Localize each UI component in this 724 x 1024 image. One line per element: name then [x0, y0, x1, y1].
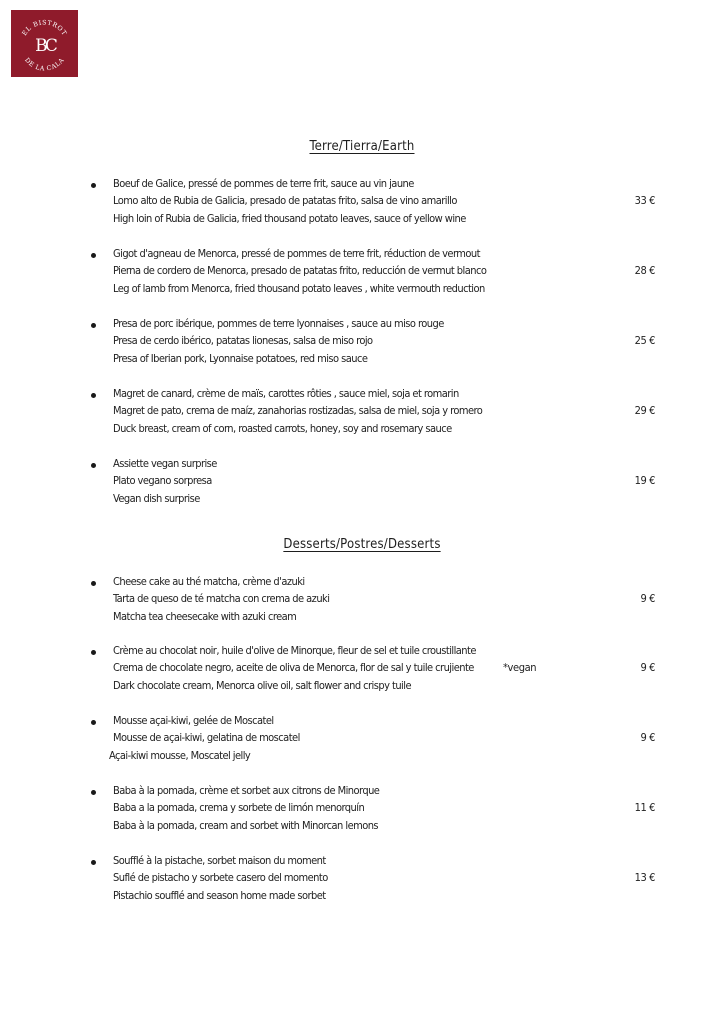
bullet-icon	[91, 253, 96, 258]
menu-item-cheesecake	[88, 575, 668, 629]
vegan-note: *vegan	[503, 661, 537, 674]
item-name-en: Leg of lamb from Menorca, fried thousand potato leaves , white vermouth reduction	[113, 282, 485, 295]
menu-item-mousse	[88, 714, 668, 768]
item-name-en: Dark chocolate cream, Menorca olive oil, salt flower and crispy tuile	[113, 679, 411, 692]
item-name-es: Mousse de açai-kiwi, gelatina de moscatel	[113, 731, 300, 744]
item-name-es: Presa de cerdo ibérico, patatas lionesas, salsa de miso rojo	[113, 334, 373, 347]
item-name-es: Crema de chocolate negro, aceite de oliva de Menorca, flor de sal y tuile crujiente	[113, 661, 474, 674]
item-price: 11 €	[634, 801, 655, 814]
item-price: 28 €	[634, 264, 655, 277]
item-name-fr: Presa de porc ibérique, pommes de terre lyonnaises , sauce au miso rouge	[113, 317, 444, 330]
bullet-icon	[91, 463, 96, 468]
item-name-fr: Crème au chocolat noir, huile d'olive de Minorque, fleur de sel et tuile croustillante	[113, 644, 476, 657]
item-price: 29 €	[634, 404, 655, 417]
item-name-fr: Soufflé à la pistache, sorbet maison du moment	[113, 854, 326, 867]
item-name-fr: Boeuf de Galice, pressé de pommes de terre frit, sauce au vin jaune	[113, 177, 414, 190]
logo-top-text: EL BISTROT	[21, 19, 68, 38]
menu-item-beef	[88, 177, 668, 231]
menu-item-chocolate	[88, 644, 668, 698]
menu-item-baba	[88, 784, 668, 838]
bullet-icon	[91, 581, 96, 586]
item-name-fr: Baba à la pomada, crème et sorbet aux citrons de Minorque	[113, 784, 380, 797]
item-name-es: Tarta de queso de té matcha con crema de azuki	[113, 592, 330, 605]
item-name-fr: Gigot d'agneau de Menorca, pressé de pommes de terre frit, réduction de vermout	[113, 247, 480, 260]
item-name-en: Açai-kiwi mousse, Moscatel jelly	[109, 749, 251, 762]
item-name-en: Baba à la pomada, cream and sorbet with Minorcan lemons	[113, 819, 379, 832]
bullet-icon	[91, 860, 96, 865]
item-price: 13 €	[634, 871, 655, 884]
item-name-es: Plato vegano sorpresa	[113, 474, 212, 487]
item-price: 33 €	[634, 194, 655, 207]
bullet-icon	[91, 790, 96, 795]
item-name-en: Vegan dish surprise	[113, 492, 200, 505]
item-name-en: Matcha tea cheesecake with azuki cream	[113, 610, 297, 623]
bullet-icon	[91, 720, 96, 725]
svg-text:EL BISTROT	[21, 19, 68, 37]
menu-item-pork	[88, 317, 668, 371]
logo-monogram: BC	[35, 36, 55, 56]
logo-emblem	[11, 10, 78, 77]
section-title-earth: Terre/Tierra/Earth	[309, 139, 415, 154]
item-price: 9 €	[640, 592, 655, 605]
item-price: 9 €	[640, 731, 655, 744]
item-name-es: Lomo alto de Rubia de Galicia, presado de patatas frito, salsa de vino amarillo	[113, 194, 457, 207]
item-name-en: Duck breast, cream of corn, roasted carrots, honey, soy and rosemary sauce	[113, 422, 452, 435]
item-name-es: Suflé de pistacho y sorbete casero del momento	[113, 871, 328, 884]
menu-item-souffle	[88, 854, 668, 908]
item-name-en: Presa of Iberian pork, Lyonnaise potatoes, red miso sauce	[113, 352, 368, 365]
restaurant-logo	[11, 10, 78, 77]
menu-item-lamb	[88, 247, 668, 301]
item-price: 19 €	[634, 474, 655, 487]
section-title-desserts: Desserts/Postres/Desserts	[283, 537, 441, 552]
item-name-en: Pistachio soufflé and season home made sorbet	[113, 889, 326, 902]
item-price: 9 €	[640, 661, 655, 674]
svg-text:DE LA CALA	[23, 57, 66, 73]
bullet-icon	[91, 323, 96, 328]
menu-item-vegan	[88, 457, 668, 511]
item-name-fr: Magret de canard, crème de maïs, carottes rôties , sauce miel, soja et romarin	[113, 387, 459, 400]
item-name-es: Magret de pato, crema de maíz, zanahorias rostizadas, salsa de miel, soja y romero	[113, 404, 483, 417]
logo-bottom-text: DE LA CALA	[23, 56, 66, 73]
bullet-icon	[91, 650, 96, 655]
item-name-en: High loin of Rubia de Galicia, fried thousand potato leaves, sauce of yellow wine	[113, 212, 466, 225]
bullet-icon	[91, 393, 96, 398]
item-name-fr: Cheese cake au thé matcha, crème d'azuki	[113, 575, 305, 588]
item-price: 25 €	[634, 334, 655, 347]
item-name-es: Pierna de cordero de Menorca, presado de patatas frito, reducción de vermut blanco	[113, 264, 487, 277]
item-name-fr: Mousse açai-kiwi, gelée de Moscatel	[113, 714, 274, 727]
item-name-es: Baba a la pomada, crema y sorbete de limón menorquín	[113, 801, 365, 814]
bullet-icon	[91, 183, 96, 188]
menu-item-duck	[88, 387, 668, 441]
item-name-fr: Assiette vegan surprise	[113, 457, 217, 470]
